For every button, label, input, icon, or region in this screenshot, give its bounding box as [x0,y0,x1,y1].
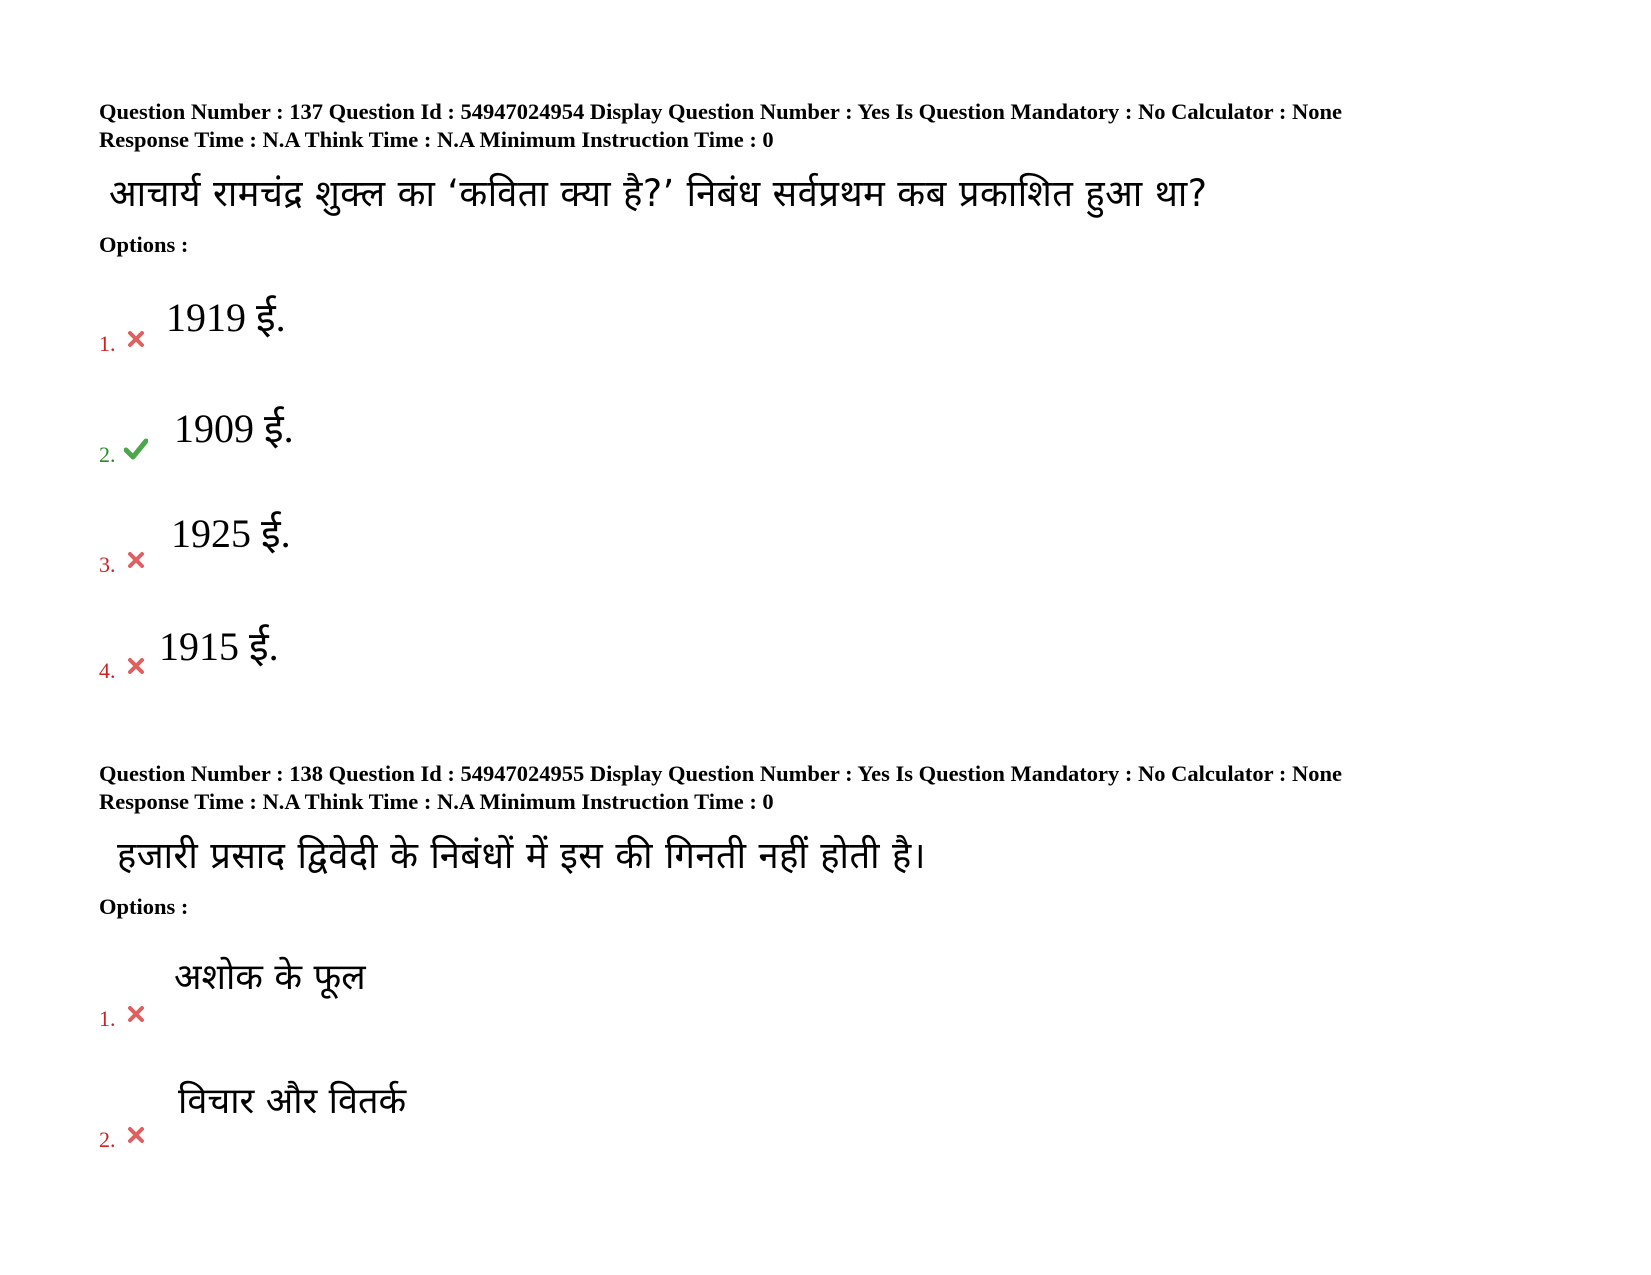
option-text[interactable]: 1919 ई. [166,295,286,340]
question-text: आचार्य रामचंद्र शुक्ल का ‘कविता क्या है?’ निबंध सर्वप्रथम कब प्रकाशित हुआ था? [109,172,1208,215]
question-138 [99,760,1599,921]
options-label: Options : [99,232,189,257]
option-text[interactable]: अशोक के फूल [174,957,366,998]
cross-icon [126,329,146,349]
option-number: 2. [99,442,116,467]
option-text[interactable]: 1909 ई. [174,406,294,451]
cross-icon [126,1004,146,1024]
cross-icon [126,1125,146,1145]
option-text[interactable]: विचार और वितर्क [178,1081,407,1122]
question-meta-line2: Response Time : N.A Think Time : N.A Minimum Instruction Time : 0 [99,789,774,814]
check-icon [124,438,148,460]
question-137 [99,98,1599,259]
option-number: 4. [99,658,116,683]
question-meta-line1: Question Number : 137 Question Id : 54947024954 Display Question Number : Yes Is Question Mandatory : No Calculator : None [99,99,1342,124]
cross-icon [126,656,146,676]
option-text[interactable]: 1915 ई. [159,624,279,669]
option-number: 3. [99,552,116,577]
cross-icon [126,550,146,570]
option-number: 1. [99,331,116,356]
option-number: 2. [99,1127,116,1152]
option-number: 1. [99,1006,116,1031]
question-meta-line1: Question Number : 138 Question Id : 54947024955 Display Question Number : Yes Is Question Mandatory : No Calculator : None [99,761,1342,786]
option-text[interactable]: 1925 ई. [171,511,291,556]
question-meta-line2: Response Time : N.A Think Time : N.A Minimum Instruction Time : 0 [99,127,774,152]
options-label: Options : [99,894,189,919]
question-text: हजारी प्रसाद द्विवेदी के निबंधों में इस की गिनती नहीं होती है। [117,834,926,877]
